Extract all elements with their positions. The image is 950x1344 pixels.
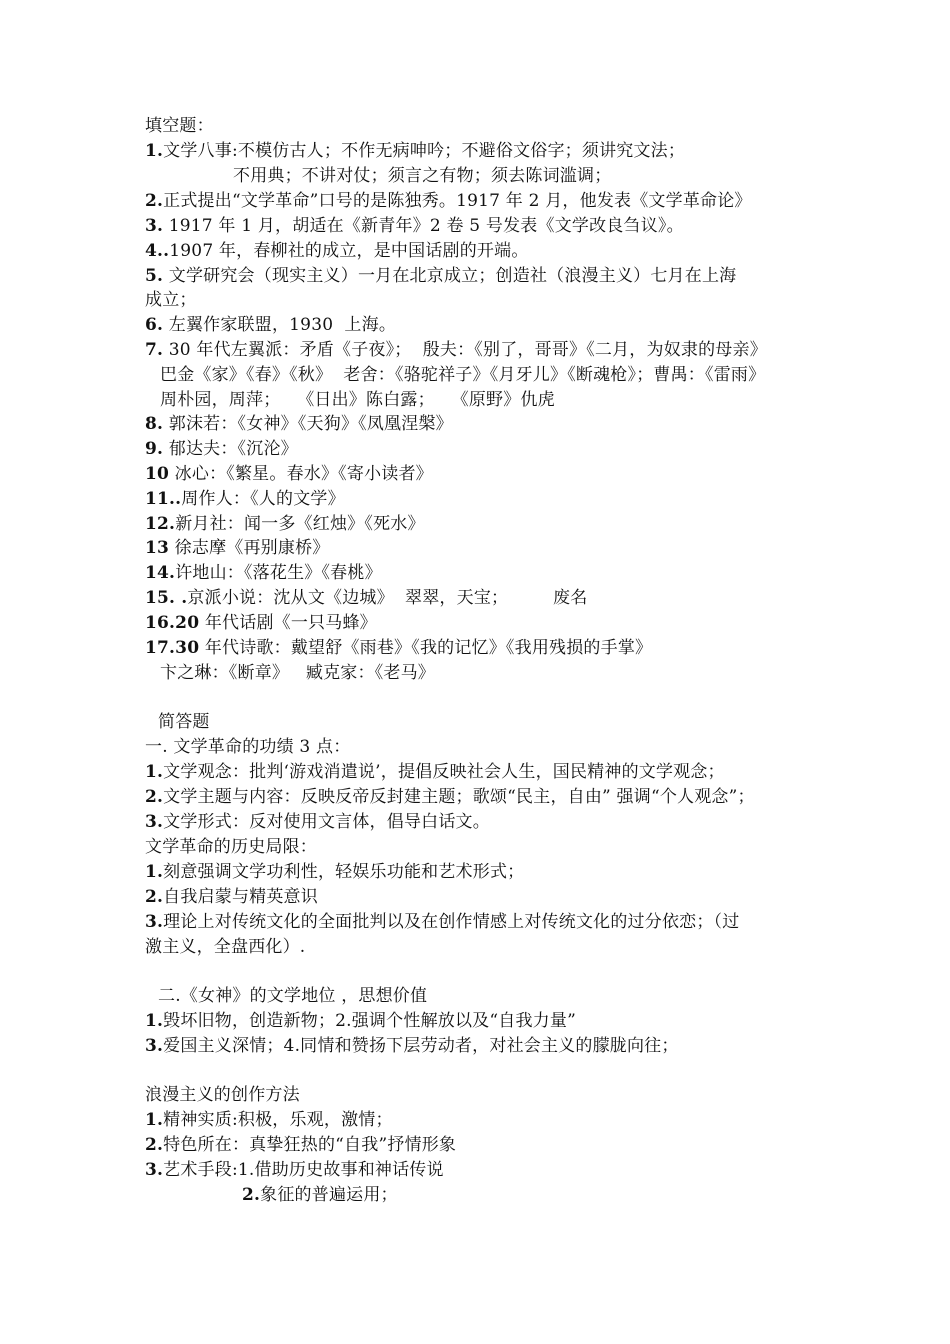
text-line: 5. 文学研究会（现实主义）一月在北京成立；创造社（浪漫主义）七月在上海 (145, 266, 737, 286)
text-line: 14.许地山：《落花生》《春桃》 (145, 563, 382, 583)
text-line: 3.理论上对传统文化的全面批判以及在创作情感上对传统文化的过分依恋；（过 (145, 912, 740, 932)
text-line: 一. 文学革命的功绩 3 点： (145, 737, 351, 757)
text-line: 9. 郁达夫：《沉沦》 (145, 439, 298, 459)
text-line: 8. 郭沫若：《女神》《天狗》《凤凰涅槃》 (145, 414, 453, 434)
heading-fill-in-blank: 填空题： (145, 116, 214, 136)
text-line: 1.毁坏旧物，创造新物；2.强调个性解放以及“自我力量” (145, 1011, 576, 1031)
text-line: 成立； (145, 290, 197, 310)
text-line: 3.艺术手段:1.借助历史故事和神话传说 (145, 1160, 444, 1180)
text-line: 周朴园，周萍； 《日出》陈白露； 《原野》仇虎 (160, 390, 555, 410)
heading-romanticism: 浪漫主义的创作方法 (145, 1085, 300, 1105)
text-line: 1.刻意强调文学功利性，轻娱乐功能和艺术形式； (145, 862, 525, 882)
text-line: 3.爱国主义深情；4.同情和赞扬下层劳动者，对社会主义的朦胧向往； (145, 1036, 679, 1056)
text-line: 3. 1917 年 1 月，胡适在《新青年》2 卷 5 号发表《文学改良刍议》。 (145, 216, 684, 236)
text-line: 10 冰心：《繁星。春水》《寄小读者》 (145, 464, 433, 484)
text-line: 12.新月社：闻一多《红烛》《死水》 (145, 514, 425, 534)
text-line: 13 徐志摩《再别康桥》 (145, 538, 330, 558)
text-line: 16.20 年代话剧《一只马蜂》 (145, 613, 377, 633)
text-line: 6. 左翼作家联盟，1930 上海。 (145, 315, 397, 335)
heading-short-answer: 简答题 (158, 712, 210, 732)
text-line: 激主义，全盘西化）. (145, 937, 306, 957)
text-line: 3.文学形式：反对使用文言体，倡导白话文。 (145, 812, 490, 832)
heading-nvshen: 二.《女神》的文学地位 ，思想价值 (158, 986, 428, 1006)
text-line: 1.文学观念：批判‘游戏消遣说’，提倡反映社会人生，国民精神的文学观念； (145, 762, 725, 782)
text-line: 文学革命的历史局限： (145, 837, 317, 857)
text-line: 2.文学主题与内容：反映反帝反封建主题；歌颂“民主，自由” 强调“个人观念”； (145, 787, 755, 807)
text-line: 1.文学八事:不模仿古人；不作无病呻吟；不避俗文俗字；须讲究文法； (145, 141, 686, 161)
text-line: 1.精神实质:积极，乐观，激情； (145, 1110, 393, 1130)
text-line: 11..周作人：《人的文学》 (145, 489, 345, 509)
text-line: 卞之琳：《断章》 臧克家：《老马》 (160, 663, 436, 683)
text-line: 不用典；不讲对仗；须言之有物；须去陈词滥调； (233, 166, 612, 186)
text-line: 2.象征的普遍运用； (242, 1185, 398, 1205)
text-line: 17.30 年代诗歌：戴望舒《雨巷》《我的记忆》《我用残损的手掌》 (145, 638, 653, 658)
text-line: 15. .京派小说：沈从文《边城》 翠翠，天宝； 废名 (145, 588, 588, 608)
text-line: 7. 30 年代左翼派：矛盾《子夜》； 殷夫：《别了，哥哥》《二月，为奴隶的母亲》 (145, 340, 767, 360)
text-line: 2.特色所在：真挚狂热的“自我”抒情形象 (145, 1135, 457, 1155)
text-line: 2.正式提出“文学革命”口号的是陈独秀。1917 年 2 月，他发表《文学革命论》 (145, 191, 752, 211)
text-line: 4..1907 年，春柳社的成立，是中国话剧的开端。 (145, 241, 529, 261)
text-line: 2.自我启蒙与精英意识 (145, 887, 318, 907)
text-line: 巴金《家》《春》《秋》 老舍：《骆驼祥子》《月牙儿》《断魂枪》；曹禺：《雷雨》 (160, 365, 766, 385)
